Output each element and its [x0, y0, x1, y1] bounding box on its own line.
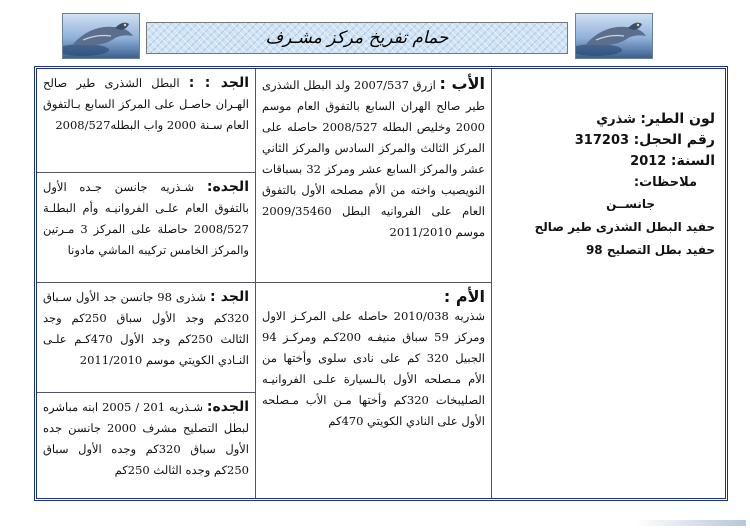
pigeon-icon — [63, 14, 139, 58]
grandmother-paternal-section — [37, 173, 255, 283]
mother-section — [256, 283, 491, 498]
grandfather-paternal-text: الجد : : البطل الشذرى طير صالح الهـران حاصـل على المركز السابع بـالتفوق العام سـنة 2000 واب البطله2008/527 — [43, 75, 249, 132]
father-section — [256, 69, 491, 283]
grandmother-paternal-text: الجده: شـذريه جانسن جـده الأول بالتفوق العام علـى الفروانيـه وأم البطلـة 2008/527 حاصلة على المركز 3 مـرتين والمركز الخامس تركيبه الماشي مادونا — [43, 179, 249, 257]
grandmother-maternal-heading: الجده: — [206, 399, 250, 415]
father-text: الأب : ازرق 2007/537 ولد البطل الشذرى طير صالح الهران السابع بالتفوق العام موسم 2000 وخليص البطله 2008/527 حاصله على المركز الثالث والمركز السادس والمركز الثاني عشر والمركز السابع عشر ومركز 32 بسباقات النويصيب واخته من الأم مصلحه الأول بالتفوق العام على الفروانيه البطل 2009/35460 موسم 2011/2010 — [261, 74, 485, 239]
grandfather-maternal-text: الجد : شذرى 98 جانسن جد الأول سـباق 320كم وجد الأول سباق 250كم وجد الثالث 250كم وجد الأول 470كـم علـى النـادي الكويتي موسم 2011/2010 — [43, 289, 250, 367]
ring-value: 317203 — [574, 133, 630, 148]
grandfather-paternal-section — [37, 69, 255, 173]
page-title: حمام تفريخ مركز مشـرف — [265, 28, 449, 48]
mother-heading: الأم : — [443, 287, 485, 306]
parents-column — [255, 69, 491, 498]
grandmother-maternal-text: الجده: شـذريه 201 / 2005 ابنه مباشره لبطل التصليح مشرف 2000 جانسن جده الأول سباق 320كم وجده الأول سباق 250كم وجده الثالث 250كم — [43, 399, 250, 477]
color-row — [498, 109, 715, 130]
bird-info — [492, 105, 725, 264]
grandfather-paternal-heading: الجد : : — [188, 75, 249, 91]
pedigree-frame — [34, 66, 728, 501]
ring-label: رقم الحجل: — [633, 132, 715, 148]
note-line: حفيد بطل التصليح 98 — [585, 243, 715, 257]
notes-label: ملاحظات: — [633, 175, 697, 190]
pigeon-image-left — [62, 13, 140, 59]
pigeon-image-right — [575, 13, 653, 59]
mother-text: شذريه 2010/038 حاصله على المركـز الاول ومركز 59 سباق منيفـه 200كـم ومركـز 94 الجبيل 320 كم على نادى سلوى وأختها من الأم مـصلحه الأول بالـسيارة علـى الفروانيـه الصليبخات 320كم وأختها مـن الأب مـصلحه الأول على النادي الكويتي 470كم — [262, 309, 486, 428]
pigeon-icon — [576, 14, 652, 58]
color-value: شذري — [596, 112, 636, 127]
note-line: جانســن — [606, 197, 655, 211]
grandfather-maternal-heading: الجد : — [210, 289, 249, 305]
year-label: السنة: — [670, 153, 715, 169]
grandparents-column — [37, 69, 255, 498]
ring-row — [498, 130, 715, 151]
scan-edge-mark — [636, 520, 746, 526]
title-banner — [146, 22, 568, 54]
grandfather-maternal-section — [37, 283, 255, 393]
grandmother-paternal-heading: الجده: — [206, 179, 249, 195]
color-label: لون الطير: — [640, 111, 715, 127]
year-value: 2012 — [630, 154, 667, 169]
bird-info-column — [491, 69, 725, 498]
note-line: حفيد البطل الشذرى طير صالح — [534, 220, 715, 234]
father-heading: الأب : — [439, 74, 485, 93]
year-row — [498, 151, 715, 172]
grandmother-maternal-section — [37, 393, 255, 498]
